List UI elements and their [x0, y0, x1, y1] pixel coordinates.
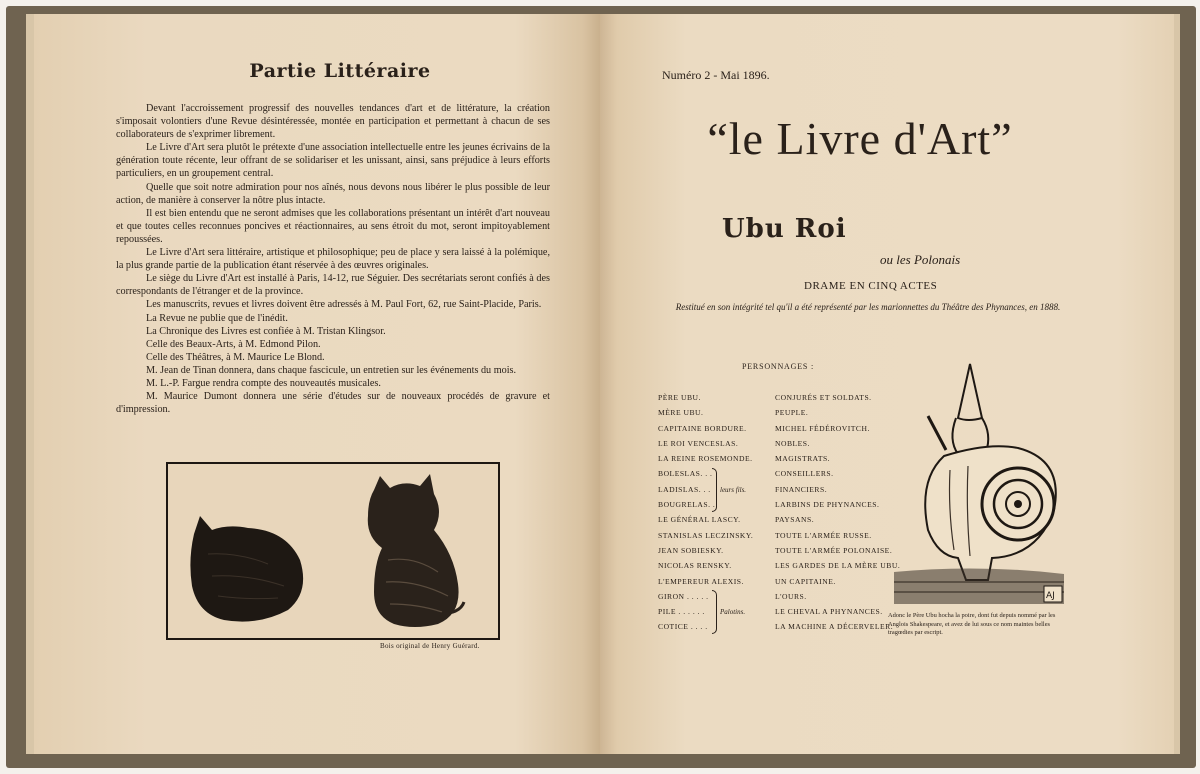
cast-list-left	[658, 390, 753, 635]
brace-note-sons: leurs fils.	[720, 486, 747, 494]
cast-item: LA MACHINE A DÉCERVELER.	[775, 622, 894, 632]
cast-item: BOLESLAS. . .	[658, 469, 713, 479]
monogram: AJ	[1046, 591, 1055, 601]
paragraph: Celle des Beaux-Arts, à M. Edmond Pilon.	[146, 338, 321, 350]
cast-item: FINANCIERS.	[775, 484, 828, 494]
paragraph: Les manuscrits, revues et livres doivent être adressés à M. Paul Fort, 62, rue Saint-Placide, Paris.	[146, 299, 542, 311]
cast-item: LE GÉNÉRAL LASCY.	[658, 515, 741, 525]
ubu-woodcut	[888, 360, 1068, 610]
figure-caption: Adonc le Père Ubu hocha la poire, dont fut depuis nommé par les Anglois Shakespeare, et avez de lui sous ce nom maintes belles tragœdies par escript.	[888, 612, 1056, 637]
cast-item: PILE . . . . . .	[658, 607, 705, 617]
literary-text	[116, 102, 550, 416]
cast-list-right	[775, 390, 900, 635]
cast-item: CONJURÉS ET SOLDATS.	[775, 393, 872, 402]
cast-item: MAGISTRATS.	[775, 454, 831, 464]
ubu-woodcut-image	[888, 360, 1068, 610]
paragraph: M. Maurice Dumont donnera une série d'études sur de nouveaux procédés de gravure et d'impression.	[116, 391, 550, 416]
paragraph: Le Livre d'Art sera littéraire, artistique et philosophique; peu de place y sera laissé à la polémique, la plus grande partie de la publication étant réservée à des œuvres originales.	[116, 247, 550, 272]
cast-heading: PERSONNAGES :	[742, 362, 814, 371]
page-edge-left	[26, 14, 34, 754]
cast-item: PEUPLE.	[775, 408, 809, 418]
brace-note-palotins: Palotins.	[720, 608, 746, 616]
page-heading: Partie Littéraire	[249, 60, 431, 82]
play-title: Ubu Roi	[722, 214, 847, 244]
paragraph: Il est bien entendu que ne seront admises que les collaborations présentant un intérêt d'art nouveau et que toutes celles reconnues poncives et réactionnaires, au sens étroit du mot, seront impitoyablement repoussées.	[116, 207, 550, 245]
cast-item: UN CAPITAINE.	[775, 576, 836, 586]
journal-title: “le Livre d'Art”	[707, 113, 1013, 164]
cast-item: PÈRE UBU.	[658, 393, 701, 402]
paragraph: M. Jean de Tinan donnera, dans chaque fascicule, un entretien sur les événements du mois.	[146, 364, 517, 376]
cast-item: STANISLAS LECZINSKY.	[658, 530, 754, 540]
paragraph: Le siège du Livre d'Art est installé à Paris, 14-12, rue Séguier. Des secrétariats seront confiés à des correspondants de l'étranger et de la province.	[116, 273, 550, 298]
cats-woodcut-image	[168, 464, 498, 638]
cast-item: JEAN SOBIESKY.	[658, 545, 724, 555]
cast-item: CONSEILLERS.	[775, 469, 834, 479]
cast-item: BOUGRELAS. .	[658, 500, 716, 510]
cast-item: NICOLAS RENSKY.	[658, 561, 732, 571]
cast-item: LARBINS DE PHYNANCES.	[775, 500, 880, 510]
cast-item: MICHEL FÉDÉROVITCH.	[775, 423, 870, 433]
paragraph: M. L.-P. Fargue rendra compte des nouveautés musicales.	[146, 377, 381, 389]
cast-item: LA REINE ROSEMONDE.	[658, 454, 753, 464]
cast-item: TOUTE L'ARMÉE RUSSE.	[775, 530, 872, 540]
brace-palotins	[712, 590, 717, 634]
cast-item: GIRON . . . . .	[658, 591, 709, 601]
cast-item: PAYSANS.	[775, 515, 815, 525]
woodcut-caption: Bois original de Henry Guérard.	[380, 642, 480, 650]
cast-item: MÈRE UBU.	[658, 408, 704, 418]
paragraph: Celle des Théâtres, à M. Maurice Le Blond.	[146, 351, 325, 363]
cast-item: CAPITAINE BORDURE.	[658, 423, 747, 433]
cast-item: NOBLES.	[775, 438, 810, 448]
cast-item: COTICE . . . .	[658, 622, 708, 632]
play-subtitle: ou les Polonais	[880, 252, 961, 267]
paragraph: La Chronique des Livres est confiée à M. Tristan Klingsor.	[146, 325, 386, 337]
cast-item: LE ROI VENCESLAS.	[658, 438, 739, 448]
cast-item: LE CHEVAL A PHYNANCES.	[775, 607, 883, 617]
paragraph: Quelle que soit notre admiration pour nos aînés, nous devons nous libérer le plus possible de leur action, de manière à conserver la nôtre plus intacte.	[116, 181, 550, 206]
paragraph: Devant l'accroissement progressif des nouvelles tendances d'art et de littérature, la création s'imposait volontiers d'une Revue désintéressée, montée en participation et permettant à chacun de ses collaborateurs de s'exprimer librement.	[116, 103, 550, 141]
cast-item: L'EMPEREUR ALEXIS.	[658, 576, 744, 586]
cast-item: TOUTE L'ARMÉE POLONAISE.	[775, 545, 893, 555]
brace-sons	[712, 468, 717, 512]
cast-item: L'OURS.	[775, 591, 807, 601]
issue-number: Numéro 2 - Mai 1896.	[662, 68, 770, 82]
genre-line: DRAME EN CINQ ACTES	[804, 280, 938, 292]
cast-item: LADISLAS. . .	[658, 484, 711, 494]
paragraph: La Revue ne publie que de l'inédit.	[146, 312, 288, 324]
cast-item: LES GARDES DE LA MÈRE UBU.	[775, 561, 901, 571]
paragraph: Le Livre d'Art sera plutôt le prétexte d'une association intellectuelle entre les jeunes écrivains de la génération toute récente, leur offrant de se solidariser et les unissant, ainsi, sans préjudice à leurs efforts particuliers, en un groupement central.	[116, 142, 550, 180]
performance-note: Restitué en son intégrité tel qu'il a été représenté par les marionnettes du Théâtre des Phynances, en 1888.	[675, 302, 1061, 312]
cats-woodcut	[166, 462, 500, 640]
